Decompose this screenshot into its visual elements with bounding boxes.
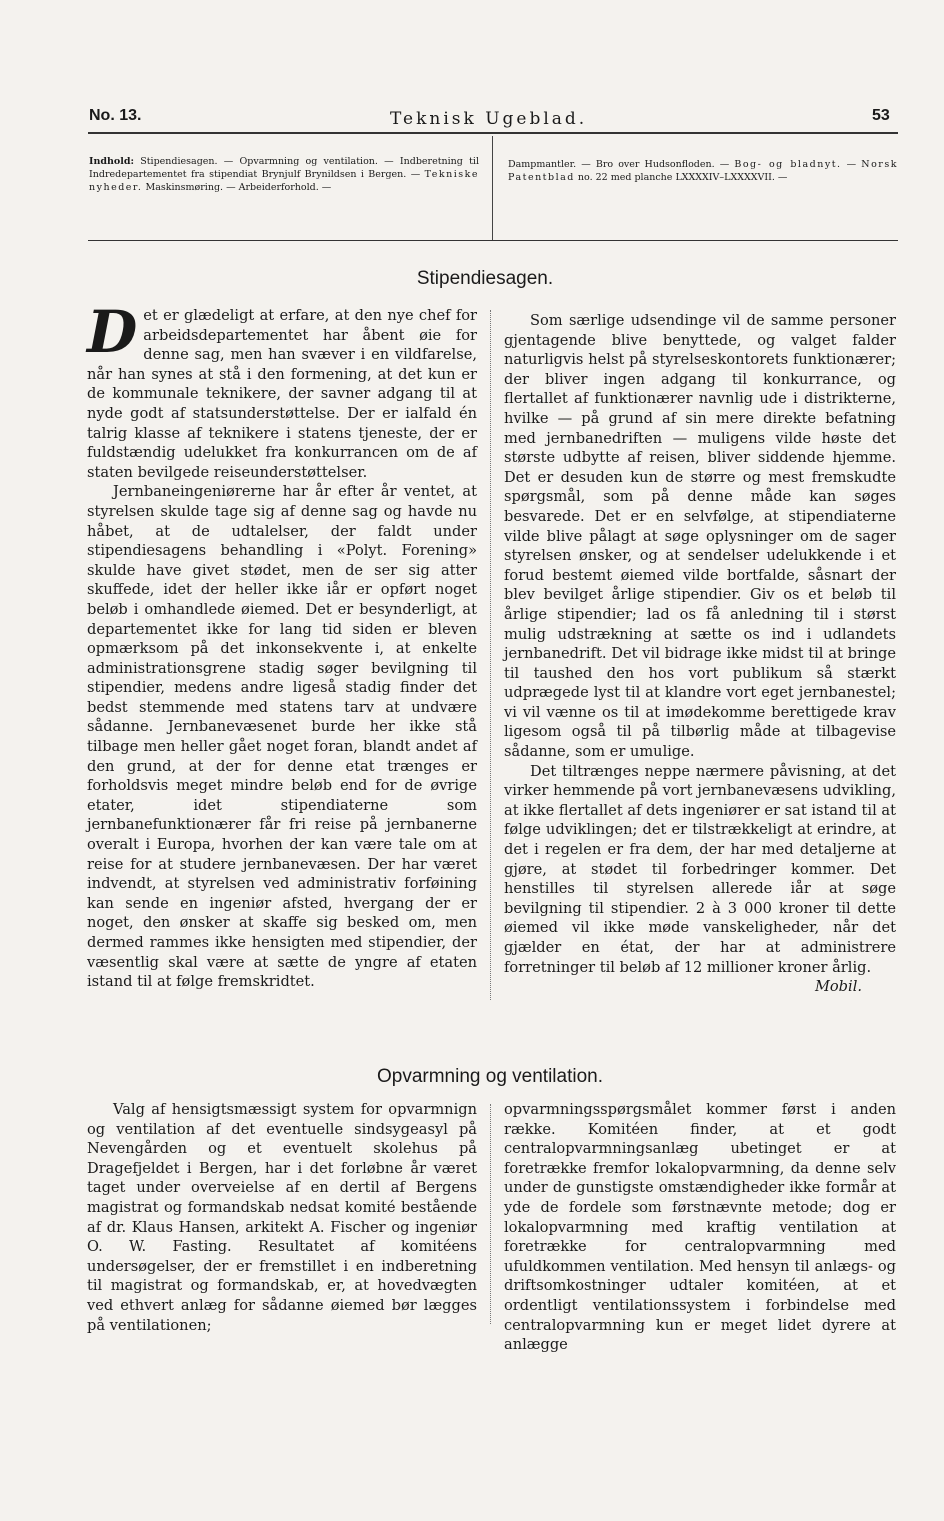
article1-para-2: Jernbaneingeniørerne har år efter år ventet, at styrelsen skulde tage sig af denne sag og havde nu håbet, at de udtalelser, der faldt under stipendiesagens behandling i «Polyt. Forening» skulde have givet stødet, men de ser sig atter skuffede, idet der heller ikke iår er opført noget beløb i omhandlede øiemed. Det er besynderligt, at departementet ikke for lang tid siden er bleven opmærksom på det inkonsekvente i, at enkelte administrationsgrene stadig søger bevilgning til stipendier, medens andre ligeså stadig finder det bedst stemmende med statens tarv at undvære sådanne. Jernbanevæsenet burde her ikke stå tilbage men heller gået noget foran, blandt andet af den grund, at der for denne etat trænges er forholdsvis meget mindre beløb end for de øvrige etater, idet stipendiaterne som jernbanefunktionærer får fri reise på jernbanerne overalt i Europa, hvorhen der kan være tale om at reise for at studere jernbanevæsen. Der har været indvendt, at styrelsen ved administrativ forføining kan sende en ingeniør afsted, hvergang der er noget, den ønsker at skaffe sig besked om, men dermed rammes ikke hensigten med stipendier, der væsentlig skal være at sætte de yngre af etaten istand til at følge fremskridtet. — [87, 483, 477, 991]
issue-number: No. 13. — [89, 107, 142, 124]
article2-left-column — [87, 1100, 477, 1335]
article2-right-column — [504, 1100, 896, 1355]
toc-left-spaced: Tekniske nyheder. — [89, 169, 479, 193]
article2-para-right: opvarmningsspørgsmålet kommer først i anden række. Komitéen finder, at et godt centralopvarmningsanlæg ubetinget er at foretrække fremfor lokalopvarmning, da denne selv under de gunstigste omstændigheder ikke formår at yde de fordele som førstnævnte metode; dog er lokalopvarmning med kraftig ventilation at foretrække for centralopvarmning med ufuldkommen ventilation. Med hensyn til anlægs- og driftsomkostninger udtaler komitéen, at et ordentligt ventilationssystem i forbindelse med centralopvarmning kun er meget lidet dyrere at anlægge — [504, 1101, 896, 1354]
toc-left-text: Stipendiesagen. — Opvarmning og ventilation. — Indberetning til Indredepartementet fra stipendiat Brynjulf Brynildsen i Bergen. — — [89, 156, 479, 180]
toc-label: Indhold: — [89, 156, 134, 167]
dropcap: D — [87, 298, 138, 366]
article2-para-left: Valg af hensigtsmæssigt system for opvarmnign og ventilation af det eventuelle sindsygeasyl på Nevengården og et eventuelt skolehus på Dragefjeldet i Bergen, har i det forløbne år været taget under overveielse af en dertil af Bergens magistrat og formandskab nedsat komité bestående af dr. Klaus Hansen, arkitekt A. Fischer og ingeniør O. W. Fasting. Resultatet af komitéens undersøgelser, der er fremstillet i en indberetning til magistrat og formandskab, er, at hovedvægten ved ethvert anlæg for sådanne øiemed bør lægges på ventilationen; — [87, 1101, 477, 1334]
toc-right — [508, 158, 898, 184]
article1-para-3: Som særlige udsendinge vil de samme personer gjentagende blive benyttede, og valget falder naturligvis helst på styrelseskontorets funktionærer; der bliver ingen adgang til konkurrance, og flertallet af funktionærer navnlig ude i distrikterne, hvilke — på grund af sin mere direkte befatning med jernbanedriften — muligens vilde høste det største udbytte af reisen, bliver siddende hjemme. Det er desuden kun de større og mest fremskudte spørgsmål, som på denne måde kan søges besvarede. Det er en selvfølge, at stipendiaterne vilde blive pålagt at søge oplysninger om de sager styrelsen ønsker, og at sendelser udelukkende i et forud bestemt øiemed vilde bortfalde, såsnart der blev bevilget årlige stipendier. Giv os et beløb til årlige stipendier; lad os få anledning til i størst mulig udstrækning at sætte os ind i udlandets jernbanedrift. Det vil bidrage ikke midst til at bringe til taushed den hos vort publikum så stærkt udprægede lyst til at klandre vort eget jernbanestel; vi vil vænne os til at imødekomme berettigede krav ligesom også til på tilbørlig måde at tilbagevise sådanne, som er umulige. — [504, 312, 896, 761]
article1-title: Stipendiesagen. — [416, 268, 554, 289]
journal-title: Teknisk Ugeblad. — [390, 109, 588, 129]
toc-bottom-rule — [88, 240, 898, 241]
toc-right-spaced-1: Bog- og bladnyt. — [734, 159, 842, 170]
page-number: 53 — [872, 107, 890, 124]
article1-column-divider — [490, 310, 491, 1000]
article2-column-divider — [490, 1104, 491, 1324]
toc-right-dash: — — [846, 159, 857, 170]
article1-para-4: Det tiltrænges neppe nærmere påvisning, at det virker hemmende på vort jernbanevæsens udvikling, at ikke flertallet af dets ingeniører er sat istand til at følge udviklingen; det er tilstrækkeligt at erindre, at det i regelen er fra dem, der har med detaljerne at gjøre, at stødet til forbedringer kommer. Det henstilles til styrelsen allerede iår at søge bevilgning til stipendier. 2 à 3 000 kroner til dette øiemed vil ikke møde vanskeligheder, når det gjælder en état, der har at administrere forretninger til beløb af 12 millioner kroner årlig. — [504, 762, 896, 976]
article1-left-column — [87, 298, 477, 992]
toc-right-text: Dampmantler. — Bro over Hudsonfloden. — — [508, 159, 730, 170]
article1-signature: Mobil. — [814, 978, 862, 996]
toc-left-tail: Maskinsmøring. — Arbeiderforhold. — — [145, 182, 332, 193]
article1-right-column — [504, 311, 896, 997]
toc-divider — [492, 136, 493, 240]
article1-para-1-text: et er glædeligt at erfare, at den nye chef for arbeidsdepartementet har åbent øie for denne sag, men han svæver i en vildfarelse, når han synes at stå i den formening, at det kun er de kommunale teknikere, der savner adgang til at nyde godt af statsunderstøttelse. Der er ialfald én talrig klasse af teknikere i statens tjeneste, der er fuldstændig udelukket fra konkurrancen om de af staten bevilgede reiseunderstøttelser. — [87, 307, 477, 481]
article1-para-1 — [87, 298, 477, 482]
article2-title: Opvarmning og ventilation. — [376, 1066, 603, 1087]
toc-left — [89, 155, 479, 194]
header-rule — [88, 132, 898, 134]
toc-right-spaced-2: Norsk Patentblad — [508, 159, 898, 183]
toc-right-tail: no. 22 med planche LXXXXIV–LXXXXVII. — — [577, 172, 788, 183]
